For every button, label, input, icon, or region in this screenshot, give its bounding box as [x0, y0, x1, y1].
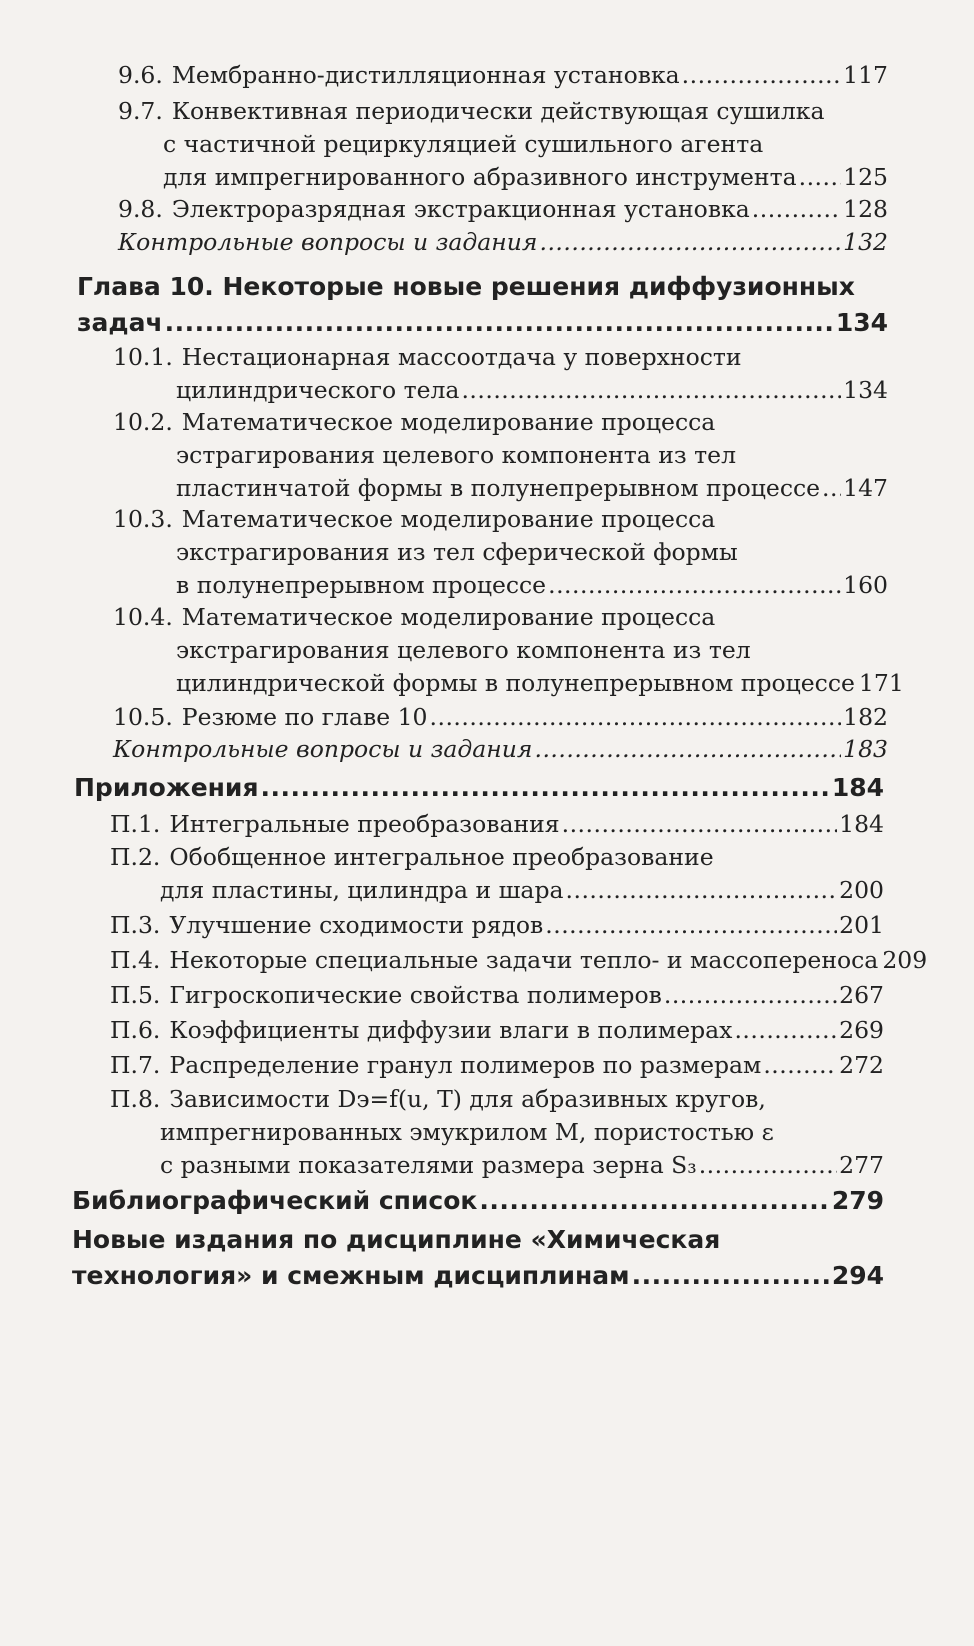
toc-page-number: 279 [831, 1186, 884, 1215]
toc-title: импрегнированных эмукрилом М, пористостью ε [160, 1118, 774, 1146]
toc-page-number: 184 [831, 773, 884, 802]
toc-page-number: 117 [843, 61, 888, 89]
toc-page-number: 182 [843, 703, 888, 731]
toc-number: П.7. [110, 1051, 161, 1079]
toc-line [110, 978, 884, 1012]
toc-title: с разными показателями размера зерна S₃ [160, 1151, 697, 1179]
toc-line [113, 405, 715, 439]
toc-title: Новые издания по дисциплине «Химическая [72, 1225, 721, 1254]
toc-number: 9.8. [118, 195, 163, 223]
dot-leader [534, 732, 841, 766]
toc-title: технология» и смежным дисциплинам [72, 1261, 630, 1290]
toc-page-number: 132 [843, 228, 888, 256]
toc-title: Резюме по главе 10 [181, 703, 428, 731]
dot-leader [822, 471, 841, 505]
toc-line [176, 535, 738, 569]
toc-number: П.3. [110, 911, 161, 939]
toc-number: П.5. [110, 981, 161, 1009]
dot-leader [699, 1148, 837, 1182]
toc-line [160, 1115, 774, 1149]
toc-number: П.1. [110, 810, 161, 838]
toc-title: Контрольные вопросы и задания [113, 735, 533, 763]
toc-title: Обобщенное интегральное преобразование [169, 843, 714, 871]
toc-line [113, 700, 888, 734]
toc-page-number: 171 [858, 669, 904, 697]
toc-title: Математическое моделирование процесса [181, 505, 716, 533]
toc-title: Некоторые специальные задачи тепло- и массопереноса [169, 946, 879, 974]
toc-line [160, 1148, 884, 1182]
toc-title: Интегральные преобразования [169, 810, 560, 838]
toc-title: для пластины, цилиндра и шара [160, 876, 564, 904]
toc-title: экстрагирования целевого компонента из тел [176, 636, 751, 664]
toc-title: эстрагирования целевого компонента из тел [176, 441, 736, 469]
toc-number: 10.2. [113, 408, 173, 436]
toc-page-number: 209 [882, 946, 928, 974]
toc-page-number: 272 [839, 1051, 884, 1079]
toc-line [110, 1082, 766, 1116]
dot-leader [539, 225, 841, 259]
dot-leader [461, 373, 841, 407]
toc-page-number: 160 [843, 571, 888, 599]
toc-page-number: 134 [843, 376, 888, 404]
toc-page-number: 128 [843, 195, 888, 223]
toc-line [110, 840, 714, 874]
dot-leader [562, 807, 838, 841]
toc-title: в полунепрерывном процессе [176, 571, 547, 599]
toc-line [113, 340, 742, 374]
toc-number: П.6. [110, 1016, 161, 1044]
toc-title: Мембранно-дистилляционная установка [171, 61, 680, 89]
toc-title: с частичной рециркуляцией сушильного агента [163, 130, 764, 158]
toc-title: Распределение гранул полимеров по размерам [169, 1051, 762, 1079]
toc-line [77, 306, 888, 340]
toc-line [160, 873, 884, 907]
dot-leader [165, 306, 834, 340]
toc-line [113, 732, 888, 766]
dot-leader [566, 873, 838, 907]
dot-leader [632, 1259, 830, 1293]
toc-title: Контрольные вопросы и задания [118, 228, 538, 256]
toc-title: Коэффициенты диффузии влаги в полимерах [169, 1016, 733, 1044]
toc-line [118, 58, 888, 92]
toc-title: Нестационарная массоотдача у поверхности [181, 343, 742, 371]
dot-leader [548, 568, 841, 602]
toc-title: Библиографический список [72, 1186, 478, 1215]
toc-title: цилиндрического тела [176, 376, 460, 404]
dot-leader [752, 192, 841, 226]
toc-line [176, 438, 736, 472]
toc-page-number: 200 [839, 876, 884, 904]
toc-line [74, 771, 884, 805]
toc-line [176, 373, 888, 407]
toc-line [110, 1013, 884, 1047]
toc-page-number: 267 [839, 981, 884, 1009]
toc-title: Приложения [74, 773, 259, 802]
toc-page-number: 147 [843, 474, 888, 502]
toc-title: экстрагирования из тел сферической формы [176, 538, 738, 566]
toc-number: 10.1. [113, 343, 173, 371]
toc-title: Гигроскопические свойства полимеров [169, 981, 662, 1009]
toc-line [163, 127, 763, 161]
toc-line [72, 1259, 884, 1293]
toc-title: Математическое моделирование процесса [181, 603, 716, 631]
dot-leader [734, 1013, 837, 1047]
toc-page-number: 184 [839, 810, 884, 838]
toc-title: Улучшение сходимости рядов [169, 911, 544, 939]
toc-number: П.2. [110, 843, 161, 871]
toc-page-number: 277 [839, 1151, 884, 1179]
toc-title: Конвективная периодически действующая сушилка [171, 97, 825, 125]
toc-title: Глава 10. Некоторые новые решения диффузионных [77, 272, 855, 301]
toc-line [118, 225, 888, 259]
toc-title: Зависимости Dэ=f(u, T) для абразивных кругов, [169, 1085, 766, 1113]
toc-title: Математическое моделирование процесса [181, 408, 716, 436]
toc-title: цилиндрической формы в полунепрерывном процессе [176, 669, 855, 697]
dot-leader [763, 1048, 837, 1082]
toc-number: П.4. [110, 946, 161, 974]
dot-leader [430, 700, 842, 734]
toc-title: Электроразрядная экстракционная установка [171, 195, 750, 223]
toc-line [163, 160, 888, 194]
toc-line [118, 192, 888, 226]
toc-number: 10.3. [113, 505, 173, 533]
dot-leader [545, 908, 837, 942]
toc-page-number: 125 [843, 163, 888, 191]
toc-line [110, 807, 884, 841]
toc-line [110, 1048, 884, 1082]
toc-page-number: 201 [839, 911, 884, 939]
toc-number: 10.4. [113, 603, 173, 631]
toc-number: 10.5. [113, 703, 173, 731]
toc-line [176, 471, 888, 505]
toc-line [110, 943, 928, 977]
dot-leader [479, 1184, 829, 1218]
toc-line [110, 908, 884, 942]
toc-line [113, 502, 715, 536]
dot-leader [799, 160, 842, 194]
toc-title: для импрегнированного абразивного инструмента [163, 163, 797, 191]
toc-line [176, 666, 904, 700]
toc-page-number: 294 [831, 1261, 884, 1290]
toc-number: 9.7. [118, 97, 163, 125]
toc-line [72, 1184, 884, 1218]
toc-line [176, 633, 751, 667]
toc-page-number: 269 [839, 1016, 884, 1044]
toc-page-number: 183 [843, 735, 888, 763]
toc-number: П.8. [110, 1085, 161, 1113]
dot-leader [664, 978, 837, 1012]
toc-line [118, 94, 825, 128]
toc-page-number: 134 [835, 308, 888, 337]
toc-title: задач [77, 308, 163, 337]
dot-leader [261, 771, 830, 805]
toc-line [113, 600, 715, 634]
dot-leader [682, 58, 841, 92]
toc-number: 9.6. [118, 61, 163, 89]
toc-line [72, 1223, 720, 1257]
toc-line [77, 270, 855, 304]
toc-line [176, 568, 888, 602]
toc-title: пластинчатой формы в полунепрерывном процессе [176, 474, 821, 502]
